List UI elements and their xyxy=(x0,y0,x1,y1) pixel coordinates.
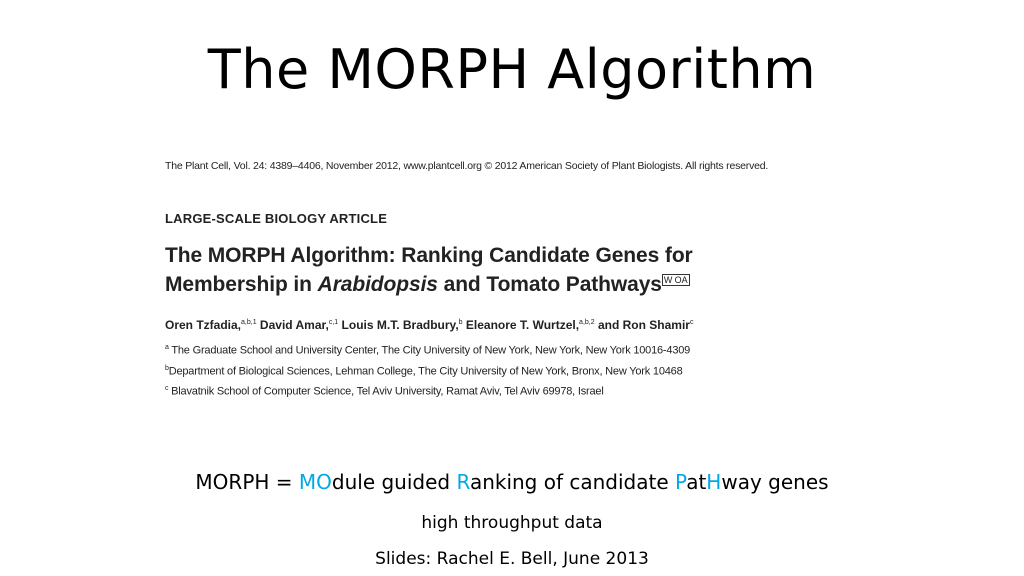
author-sup: a,b,2 xyxy=(579,319,595,326)
affiliation-text: Blavatnik School of Computer Science, Tel Aviv University, Ramat Aviv, Tel Aviv 69978, Israel xyxy=(171,385,604,398)
definition-text: at xyxy=(686,470,707,494)
author-list xyxy=(165,318,905,332)
affiliation-item xyxy=(165,360,905,381)
subtitle-data-source: high throughput data xyxy=(421,513,603,533)
acronym-letters-mo: MO xyxy=(298,470,332,494)
article-type: LARGE-SCALE BIOLOGY ARTICLE xyxy=(165,211,388,226)
affiliation-text: Department of Biological Sciences, Lehman College, The City University of New York, Bronx, New York 10468 xyxy=(168,365,683,378)
author: and Ron Shamir xyxy=(594,318,690,332)
author-sup: b xyxy=(458,319,463,326)
affiliation-sup: b xyxy=(165,364,169,372)
acronym-letter-p: P xyxy=(675,470,687,494)
title-marks-badge: W OA xyxy=(663,275,688,285)
article-title-line2a: Membership in xyxy=(165,273,318,296)
acronym-letter-h: H xyxy=(706,470,722,494)
article-title xyxy=(165,243,905,297)
affiliation-item xyxy=(165,380,905,401)
author: Oren Tzfadia, xyxy=(165,318,242,332)
affiliation-sup: c xyxy=(165,385,169,393)
article-title-line1: The MORPH Algorithm: Ranking Candidate Genes for xyxy=(165,244,693,267)
article-title-italic: Arabidopsis xyxy=(317,273,438,296)
author: Eleanore T. Wurtzel, xyxy=(462,318,580,332)
article-header-image xyxy=(165,160,905,401)
author: Louis M.T. Bradbury, xyxy=(338,318,459,332)
morph-acronym-definition xyxy=(0,470,1024,494)
definition-text: dule guided xyxy=(331,470,457,494)
definition-text: anking of candidate xyxy=(469,470,676,494)
author: David Amar, xyxy=(256,318,329,332)
author-sup: c,1 xyxy=(328,319,339,326)
affiliation-item xyxy=(165,339,905,360)
definition-text: way genes xyxy=(721,470,829,494)
journal-citation: The Plant Cell, Vol. 24: 4389–4406, November 2012, www.plantcell.org © 2012 American Society of Plant Biologists. All rights reserved. xyxy=(165,160,769,172)
definition-prefix: MORPH = xyxy=(195,470,299,494)
affiliation-sup: a xyxy=(165,344,169,351)
affiliation-list xyxy=(165,339,905,401)
acronym-letter-r: R xyxy=(456,470,470,494)
author-sup: c xyxy=(689,319,694,326)
slide-title: The MORPH Algorithm xyxy=(207,38,817,101)
slides-credit: Slides: Rachel E. Bell, June 2013 xyxy=(375,549,649,569)
affiliation-text: The Graduate School and University Center, The City University of New York, New York, New York 10016-4309 xyxy=(171,344,691,357)
author-sup: a,b,1 xyxy=(241,319,257,326)
article-title-line2b: and Tomato Pathways xyxy=(437,273,662,296)
